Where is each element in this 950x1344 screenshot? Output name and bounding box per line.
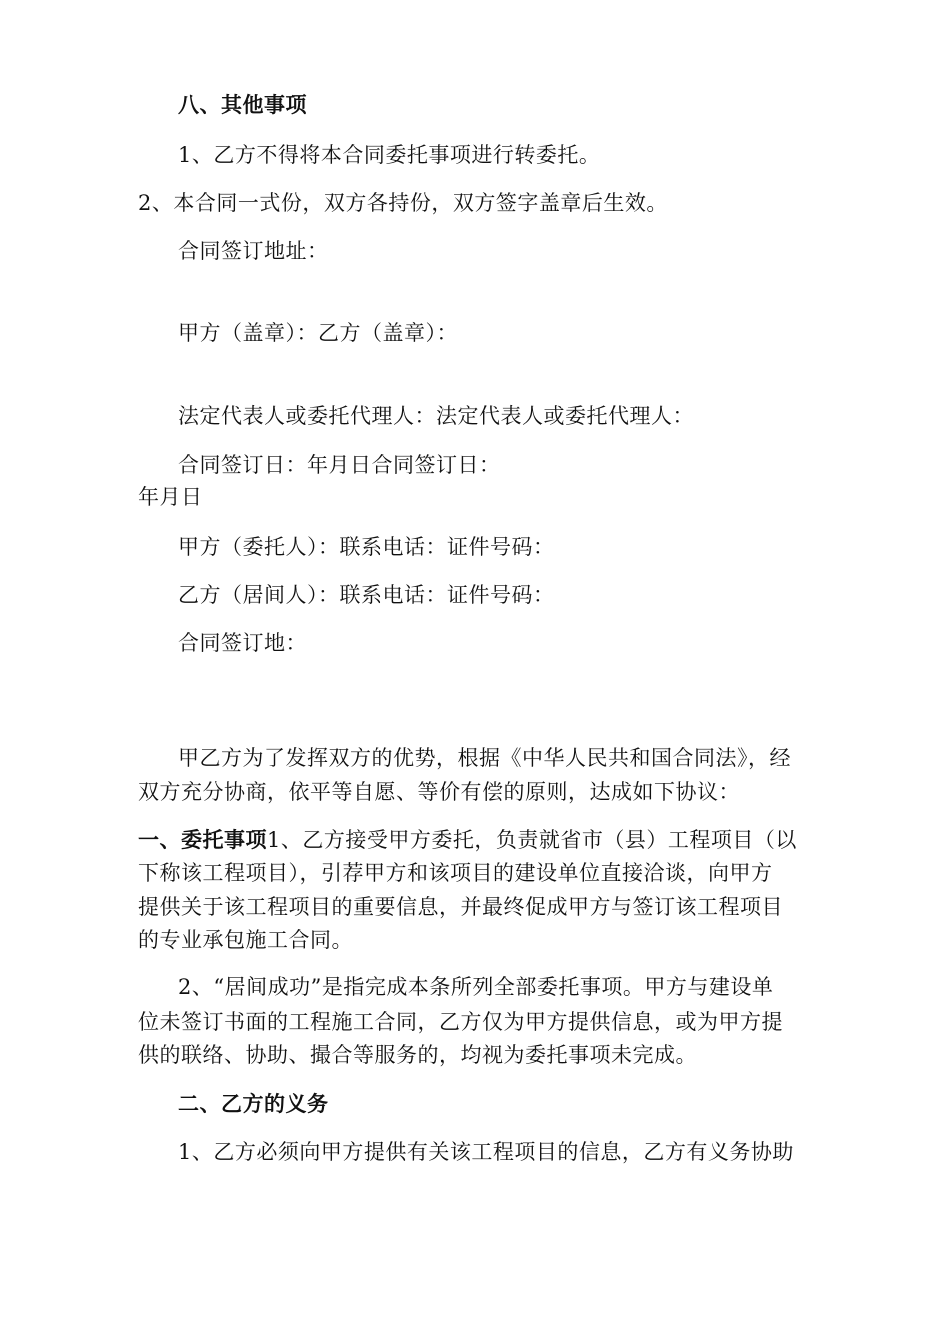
section-8-heading: 八、其他事项 [178, 92, 307, 117]
section-8-item-1: 1、乙方不得将本合同委托事项进行转委托。 [178, 143, 601, 167]
sign-address: 合同签订地址： [178, 239, 329, 263]
section-1-item-1-line-3: 提供关于该工程项目的重要信息，并最终促成甲方与签订该工程项目 [138, 895, 783, 919]
section-1-item-1-text: 1、乙方接受甲方委托，负责就省市（县）工程项目（以 [267, 828, 797, 852]
preamble-line-1: 甲乙方为了发挥双方的优势，根据《中华人民共和国合同法》，经 [178, 746, 791, 770]
section-8-item-2: 2、本合同一式份，双方各持份，双方签字盖章后生效。 [138, 191, 668, 215]
legal-representatives: 法定代表人或委托代理人：法定代表人或委托代理人： [178, 404, 694, 428]
section-1-item-2-line-2: 位未签订书面的工程施工合同，乙方仅为甲方提供信息，或为甲方提 [138, 1010, 783, 1034]
sign-place: 合同签订地： [178, 631, 307, 655]
sign-date-line-2: 年月日 [138, 485, 203, 509]
section-1-item-1-line-1 [138, 825, 797, 855]
sign-date-line-1: 合同签订日：年月日合同签订日： [178, 453, 501, 477]
section-2-heading: 二、乙方的义务 [178, 1091, 329, 1116]
section-1-heading: 一、委托事项 [138, 827, 267, 852]
section-1-item-1-line-4: 的专业承包施工合同。 [138, 928, 353, 952]
party-a-info: 甲方（委托人）：联系电话：证件号码： [178, 535, 555, 559]
section-2-item-1-line-1: 1、乙方必须向甲方提供有关该工程项目的信息，乙方有义务协助 [178, 1140, 794, 1164]
section-1-item-2-line-1: 2、“居间成功”是指完成本条所列全部委托事项。甲方与建设单 [178, 975, 774, 999]
preamble-line-2: 双方充分协商，依平等自愿、等价有偿的原则，达成如下协议： [138, 780, 740, 804]
section-1-item-1-line-2: 下称该工程项目），引荐甲方和该项目的建设单位直接洽谈，向甲方 [138, 861, 773, 885]
section-1-item-2-line-3: 供的联络、协助、撮合等服务的，均视为委托事项未完成。 [138, 1043, 697, 1067]
party-seals: 甲方（盖章）：乙方（盖章）： [178, 321, 458, 345]
party-b-info: 乙方（居间人）：联系电话：证件号码： [178, 583, 555, 607]
